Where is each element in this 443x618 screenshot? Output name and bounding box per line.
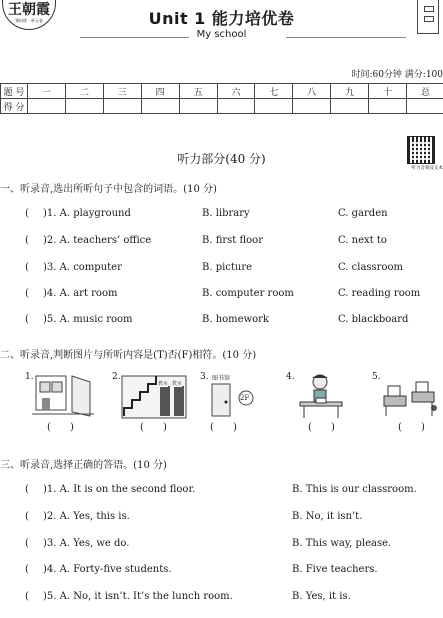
picture-1-answer[interactable]: ( ) (47, 422, 74, 433)
logo-subtext: 课时练 · 单元卷 (15, 18, 43, 23)
option-a: )2. A. Yes, this is. (43, 511, 130, 522)
row-label: 题 号 (1, 84, 28, 99)
option-c: C. next to (338, 235, 387, 246)
col-header: 一 (28, 84, 66, 99)
col-header: 总 (407, 84, 443, 99)
option-b: B. first floor (202, 235, 263, 246)
option-a: )1. A. playground (43, 208, 131, 219)
option-a: )2. A. teachers’ office (43, 235, 152, 246)
score-cell[interactable] (141, 99, 179, 114)
logo-text: 王朝霞 (8, 2, 50, 18)
option-a: )1. A. It is on the second floor. (43, 484, 196, 495)
picture-2-number: 2. (112, 372, 121, 382)
score-cell[interactable] (217, 99, 255, 114)
row-label: 得 分 (1, 99, 28, 114)
option-c: C. classroom (338, 262, 403, 273)
subtitle-text: My school (189, 29, 255, 40)
score-table (0, 83, 443, 114)
col-header: 七 (255, 84, 293, 99)
score-cell[interactable] (293, 99, 331, 114)
answer-paren[interactable]: ( (25, 484, 29, 495)
picture-3-answer[interactable]: ( ) (210, 422, 237, 433)
option-b: B. No, it isn’t. (292, 511, 363, 522)
col-header: 五 (179, 84, 217, 99)
picture-2-answer[interactable]: ( ) (140, 422, 167, 433)
picture-5-number: 5. (372, 372, 381, 382)
option-b: B. This way, please. (292, 538, 392, 549)
col-header: 三 (103, 84, 141, 99)
section-3-title: 三、听录音,选择正确的答语。(10 分) (0, 460, 167, 471)
option-a: )4. A. art room (43, 288, 118, 299)
option-a: )5. A. music room (43, 314, 133, 325)
option-a: )3. A. computer (43, 262, 122, 273)
option-b: B. homework (202, 314, 269, 325)
part-title: 听力部分(40 分) (177, 152, 266, 166)
answer-paren[interactable]: ( (25, 235, 29, 246)
option-a: )4. A. Forty-five students. (43, 564, 172, 575)
answer-paren[interactable]: ( (25, 591, 29, 602)
answer-paren[interactable]: ( (25, 538, 29, 549)
score-cell[interactable] (255, 99, 293, 114)
col-header: 四 (141, 84, 179, 99)
option-a: )5. A. No, it isn’t. It’s the lunch room. (43, 591, 233, 602)
score-cell[interactable] (65, 99, 103, 114)
exam-meta: 时间:60分钟 满分:100 (351, 70, 443, 80)
score-cell[interactable] (28, 99, 66, 114)
floor-label: 2F (240, 394, 250, 402)
option-a: )3. A. Yes, we do. (43, 538, 130, 549)
score-header-row (1, 84, 443, 99)
section-1-title: 一、听录音,选出所听句子中包含的词语。(10 分) (0, 184, 217, 195)
col-header: 十 (369, 84, 407, 99)
picture-1-number: 1. (25, 372, 34, 382)
picture-1-classroom (32, 372, 94, 420)
section-2-title: 二、听录音,判断图片与所听内容是(T)否(F)相符。(10 分) (0, 350, 257, 361)
qr-caption: 听力音频及文本 (411, 166, 443, 171)
page-title: Unit 1 能力培优卷 (148, 9, 295, 28)
col-header: 八 (293, 84, 331, 99)
answer-paren[interactable]: ( (25, 288, 29, 299)
picture-3-library-door (208, 372, 258, 420)
picture-5-computer-room (380, 372, 443, 420)
answer-paren[interactable]: ( (25, 564, 29, 575)
picture-4-number: 4. (286, 372, 295, 382)
score-cell[interactable] (179, 99, 217, 114)
sign-classroom-b: 教室 (172, 381, 183, 387)
library-sign: 图书馆 (212, 375, 231, 382)
col-header: 二 (65, 84, 103, 99)
picture-4-answer[interactable]: ( ) (308, 422, 335, 433)
picture-3-number: 3. (200, 372, 209, 382)
option-b: B. This is our classroom. (292, 484, 417, 495)
answer-paren[interactable]: ( (25, 208, 29, 219)
option-b: B. library (202, 208, 250, 219)
score-cell[interactable] (407, 99, 443, 114)
score-cell[interactable] (103, 99, 141, 114)
qr-code-icon[interactable] (407, 136, 435, 164)
tower-icon (417, 0, 439, 34)
answer-paren[interactable]: ( (25, 511, 29, 522)
picture-5-answer[interactable]: ( ) (398, 422, 425, 433)
picture-4-reading-boy (292, 372, 354, 420)
answer-paren[interactable]: ( (25, 262, 29, 273)
score-value-row (1, 99, 443, 114)
col-header: 六 (217, 84, 255, 99)
option-c: C. blackboard (338, 314, 409, 325)
option-b: B. computer room (202, 288, 294, 299)
sign-classroom-a: 教室 (158, 381, 169, 387)
page-subtitle (0, 29, 443, 40)
score-cell[interactable] (369, 99, 407, 114)
option-b: B. Yes, it is. (292, 591, 351, 602)
score-cell[interactable] (331, 99, 369, 114)
col-header: 九 (331, 84, 369, 99)
option-b: B. Five teachers. (292, 564, 378, 575)
answer-paren[interactable]: ( (25, 314, 29, 325)
option-c: C. garden (338, 208, 388, 219)
option-b: B. picture (202, 262, 253, 273)
option-c: C. reading room (338, 288, 421, 299)
